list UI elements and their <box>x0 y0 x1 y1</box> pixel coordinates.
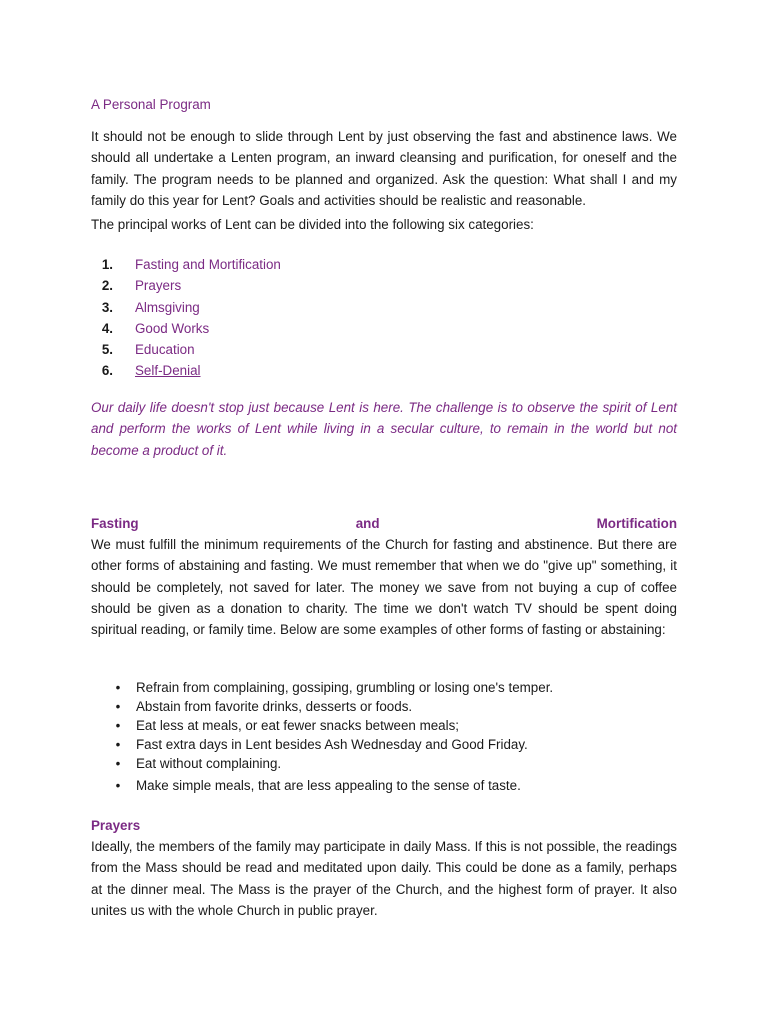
bullet-text: Make simple meals, that are less appealing to the sense of taste. <box>136 778 521 794</box>
bullet-icon: • <box>115 718 121 734</box>
bullet-text: Fast extra days in Lent besides Ash Wednesday and Good Friday. <box>136 737 528 753</box>
fasting-heading-word: Fasting <box>91 516 139 531</box>
category-label: Education <box>135 342 195 358</box>
list-number: 5. <box>101 342 113 358</box>
list-number: 6. <box>101 363 113 379</box>
list-item <box>91 254 281 275</box>
fasting-bullet-list <box>91 678 553 796</box>
list-number: 3. <box>101 299 113 315</box>
italic-note: Our daily life doesn't stop just because Lent is here. The challenge is to observe the spirit of Lent and perform the works of Lent while living in a secular culture, to remain in the world but not become a product of it. <box>91 400 677 458</box>
list-item <box>91 339 281 360</box>
list-item <box>91 754 553 773</box>
list-item <box>91 275 281 296</box>
bullet-text: Eat without complaining. <box>136 756 282 772</box>
category-link-self-denial[interactable]: Self-Denial <box>135 363 201 379</box>
list-item <box>91 716 553 735</box>
list-number: 4. <box>101 320 113 336</box>
list-item <box>91 360 281 381</box>
list-item <box>91 697 553 716</box>
bullet-icon: • <box>115 756 121 772</box>
fasting-paragraph: We must fulfill the minimum requirements of the Church for fasting and abstinence. But there are other forms of abstaining and fasting. We must remember that when we do "give up" something, it should be completely, not saved for later. The money we save from not buying a cup of coffee should be given as a donation to charity. The time we don't watch TV should be spent doing spiritual reading, or family time. Below are some examples of other forms of fasting or abstaining: <box>91 537 677 638</box>
bullet-icon: • <box>115 699 121 715</box>
list-item <box>91 297 281 318</box>
bullet-icon: • <box>115 680 121 695</box>
list-number: 2. <box>101 278 113 294</box>
category-label: Prayers <box>135 278 182 294</box>
category-label: Fasting and Mortification <box>135 257 281 272</box>
categories-list <box>91 254 281 382</box>
document-title: A Personal Program <box>91 97 211 112</box>
categories-intro: The principal works of Lent can be divided into the following six categories: <box>91 217 534 232</box>
bullet-icon: • <box>115 778 121 794</box>
bullet-text: Eat less at meals, or eat fewer snacks between meals; <box>136 718 460 734</box>
prayers-heading: Prayers <box>91 818 141 833</box>
fasting-heading-word: Mortification <box>596 516 677 531</box>
fasting-heading-word: and <box>355 516 380 531</box>
category-label: Almsgiving <box>135 299 200 315</box>
category-label: Good Works <box>135 320 210 336</box>
bullet-icon: • <box>115 737 121 753</box>
list-item <box>91 735 553 754</box>
list-item <box>91 776 553 795</box>
list-number: 1. <box>101 257 113 272</box>
list-item <box>91 318 281 339</box>
intro-paragraph: It should not be enough to slide through Lent by just observing the fast and abstinence laws. We should all undertake a Lenten program, an inward cleansing and purification, for oneself and the family. The program needs to be planned and organized. Ask the question: What shall I and my family do this year for Lent? Goals and activities should be realistic and reasonable. <box>91 129 677 208</box>
bullet-text: Refrain from complaining, gossiping, grumbling or losing one's temper. <box>136 680 554 695</box>
prayers-paragraph: Ideally, the members of the family may participate in daily Mass. If this is not possible, the readings from the Mass should be read and meditated upon daily. This could be done as a family, perhaps at the dinner meal. The Mass is the prayer of the Church, and the highest form of prayer. It also unites us with the whole Church in public prayer. <box>91 839 677 918</box>
bullet-text: Abstain from favorite drinks, desserts or foods. <box>136 699 413 715</box>
fasting-heading <box>91 513 677 534</box>
list-item <box>91 678 553 697</box>
